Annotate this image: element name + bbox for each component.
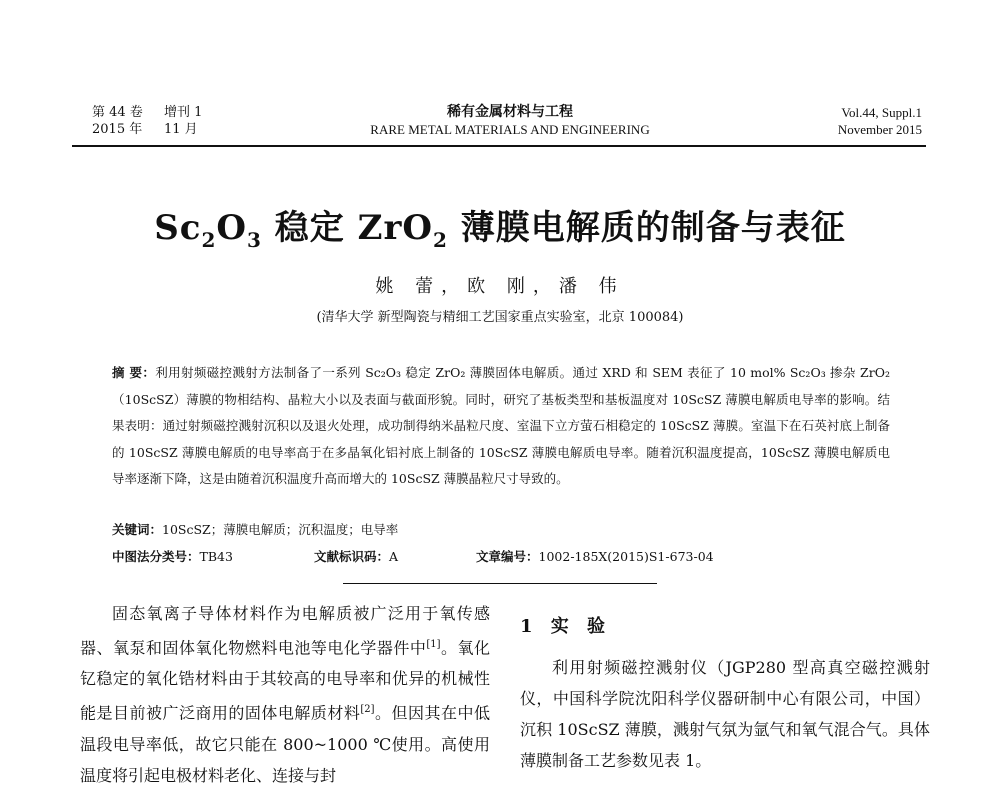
month-cn: 11 月 — [164, 122, 198, 137]
title-sub-2: 2 — [201, 227, 217, 252]
title-rest: 薄膜电解质的制备与表征 — [447, 208, 846, 248]
date-en: November 2015 — [837, 122, 922, 137]
abstract-divider — [343, 583, 657, 584]
journal-header-right — [838, 104, 922, 138]
journal-name-cn: 稀有金属材料与工程 — [447, 104, 573, 120]
supplement-cn: 增刊 1 — [164, 105, 203, 120]
keywords-label: 关键词： — [112, 522, 163, 537]
citation-ref-2: [2] — [360, 704, 375, 716]
intro-text-b: 。氧化钇稳定的氧化锆材料由于其较高的电导率和优异的机械性能是目前被广泛商用的固体电解质材料 — [80, 638, 490, 723]
classification — [112, 547, 233, 565]
year-cn: 2015 年 — [92, 122, 143, 137]
volume-en: Vol.44, Suppl.1 — [841, 105, 922, 120]
classification-label: 中图法分类号： — [112, 549, 200, 564]
abstract-label: 摘 要： — [112, 365, 156, 380]
intro-text-c: 。但因其在中低温段电导率低，故它只能在 800~1000 ℃使用。高使用温度将引起电极材料老化、连接与封 — [80, 703, 490, 785]
title-sub-2b: 2 — [433, 227, 448, 252]
classification-value: TB43 — [199, 549, 233, 564]
title-sc: Sc — [154, 208, 202, 248]
volume-cn: 第 44 卷 — [92, 105, 143, 120]
title-o: O — [216, 208, 248, 248]
intro-column — [80, 598, 490, 791]
journal-name-en: RARE METAL MATERIALS AND ENGINEERING — [370, 122, 650, 137]
keywords — [112, 520, 398, 538]
header-rule — [72, 145, 926, 147]
doc-code-value: A — [389, 549, 399, 564]
experiment-paragraph: 利用射频磁控溅射仪（JGP280 型高真空磁控溅射仪，中国科学院沈阳科学仪器研制中心有限公司，中国）沉积 10ScSZ 薄膜，溅射气氛为氩气和氧气混合气。具体薄膜制备工艺参数见表 1。 — [520, 658, 930, 770]
doc-code-label: 文献标识码： — [314, 549, 390, 564]
section-heading: 1 实 验 — [520, 616, 612, 637]
journal-header-left — [92, 104, 202, 138]
experiment-column — [520, 652, 930, 776]
title-mid: 稳定 — [261, 208, 358, 248]
authors: 姚 蕾，欧 刚，潘 伟 — [375, 276, 625, 297]
affiliation: (清华大学 新型陶瓷与精细工艺国家重点实验室，北京 100084) — [316, 310, 684, 325]
paper-title — [0, 200, 1000, 252]
title-sub-3: 3 — [247, 227, 262, 252]
citation-ref-1: [1] — [426, 639, 441, 650]
document-code — [314, 547, 398, 565]
intro-text-a: 固态氧离子导体材料作为电解质被广泛用于氧传感器、氧泵和固体氧化物燃料电池等电化学器件中 — [80, 604, 490, 658]
article-no-value: 1002-185X(2015)S1-673-04 — [538, 549, 714, 564]
journal-header-center — [330, 104, 690, 138]
article-no-label: 文章编号： — [476, 549, 539, 564]
keywords-text: 10ScSZ；薄膜电解质；沉积温度；电导率 — [162, 522, 399, 537]
intro-paragraph — [80, 598, 490, 791]
article-number — [476, 547, 714, 565]
abstract-text: 利用射频磁控溅射方法制备了一系列 Sc₂O₃ 稳定 ZrO₂ 薄膜固体电解质。通过 XRD 和 SEM 表征了 10 mol% Sc₂O₃ 掺杂 ZrO₂（10ScSZ）薄膜的物相结构、晶粒大小以及表面与截面形貌。同时，研究了基板类型和基板温度对 10ScSZ 薄膜电解质电导率的影响。结果表明：通过射频磁控溅射沉积以及退火处理，成功制得纳米晶粒尺度、室温下立方萤石相稳定的 10ScSZ 薄膜。室温下在石英衬底上制备的 10ScSZ 薄膜电解质的电导率高于在多晶氧化铝衬底上制备的 10ScSZ 薄膜电解质电导率。随着沉积温度提高，10ScSZ 薄膜电解质电导率逐渐下降，这是由随着沉积温度升高而增大的 10ScSZ 薄膜晶粒尺寸导致的。 — [112, 365, 890, 486]
title-zro: ZrO — [357, 208, 433, 248]
abstract — [112, 360, 890, 493]
